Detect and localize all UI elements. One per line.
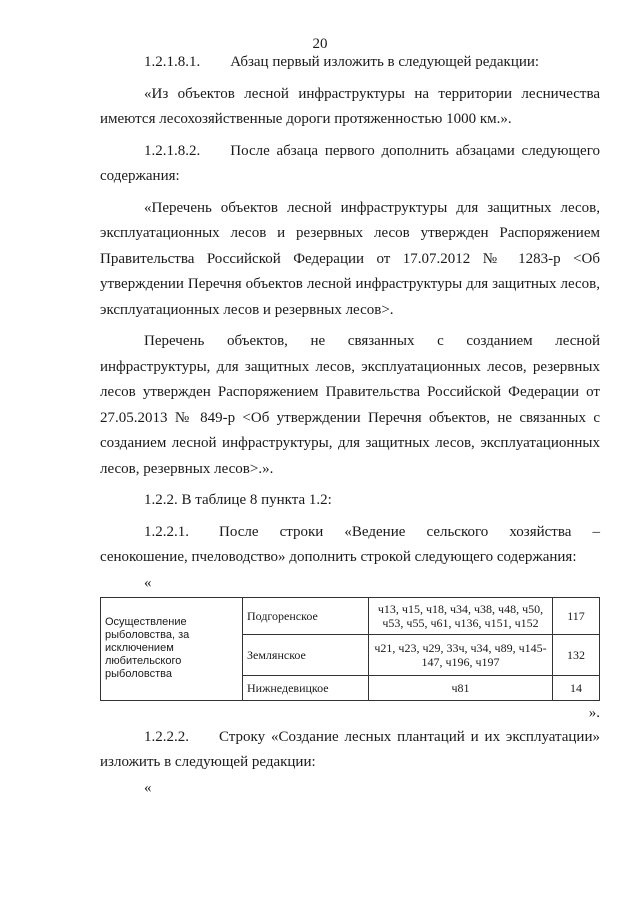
paragraph-1-2-2: 1.2.2. В таблице 8 пункта 1.2:	[144, 492, 332, 508]
clause-text: После абзаца первого дополнить абзацами следующего содержания:	[100, 142, 600, 184]
forestry-cell: Подгоренское	[243, 597, 369, 634]
forestry-cell: Землянское	[243, 634, 369, 675]
forest-use-table	[100, 597, 600, 701]
clause-number: 1.2.1.8.2.	[144, 142, 201, 159]
area-cell: 14	[553, 675, 600, 700]
activity-cell: Осуществление рыболовства, за исключением любительского рыболовства	[101, 597, 243, 700]
clause-text: После строки «Ведение сельского хозяйства – сенокошение, пчеловодство» дополнить строкой следующего содержания:	[100, 523, 600, 565]
area-cell: 132	[553, 634, 600, 675]
document-body	[100, 50, 600, 800]
blocks-cell: ч21, ч23, ч29, 33ч, ч34, ч89, ч145-147, ч196, ч197	[369, 634, 553, 675]
opening-quote: «	[144, 779, 152, 796]
blocks-cell: ч13, ч15, ч18, ч34, ч38, ч48, ч50, ч53, ч55, ч61, ч136, ч151, ч152	[369, 597, 553, 634]
clause-text: Абзац первый изложить в следующей редакции:	[230, 54, 540, 70]
paragraph-quote-roads: «Из объектов лесной инфраструктуры на территории лесничества имеются лесохозяйственные дороги протяженностью 1000 км.».	[100, 85, 600, 127]
blocks-cell: ч81	[369, 675, 553, 700]
page-number: 20	[312, 36, 328, 52]
paragraph-1-2-1-8-2	[100, 139, 600, 190]
closing-quote: ».	[588, 704, 600, 721]
table-row	[101, 597, 600, 634]
paragraph-1-2-2-1	[100, 520, 600, 571]
area-cell: 117	[553, 597, 600, 634]
paragraph-1-2-1-8-1	[100, 50, 600, 76]
paragraph-infrastructure-list: «Перечень объектов лесной инфраструктуры для защитных лесов, эксплуатационных лесов и резервных лесов утвержден Распоряжением Правительства Российской Федерации от 17.07.2012 № 1283-р <Об утверждении Перечня объектов лесной инфраструктуры для защитных лесов, эксплуатационных лесов и резервных лесов>.	[100, 199, 600, 318]
clause-number: 1.2.1.8.1.	[144, 54, 201, 70]
clause-number: 1.2.2.2.	[144, 728, 189, 745]
opening-quote: «	[144, 574, 152, 591]
paragraph-non-infrastructure-list: Перечень объектов, не связанных с созданием лесной инфраструктуры, для защитных лесов, эксплуатационных лесов, резервных лесов утвержден Распоряжением Правительства Российской Федерации от 27.05.2013 № 849-р <Об утверждении Перечня объектов, не связанных с созданием лесной инфраструктуры, для защитных лесов, эксплуатационных лесов, резервных лесов>.».	[100, 333, 600, 477]
clause-text: Строку «Создание лесных плантаций и их эксплуатации» изложить в следующей редакции:	[100, 728, 600, 770]
paragraph-1-2-2-2	[100, 725, 600, 776]
clause-number: 1.2.2.1.	[144, 523, 189, 540]
forestry-cell: Нижнедевицкое	[243, 675, 369, 700]
